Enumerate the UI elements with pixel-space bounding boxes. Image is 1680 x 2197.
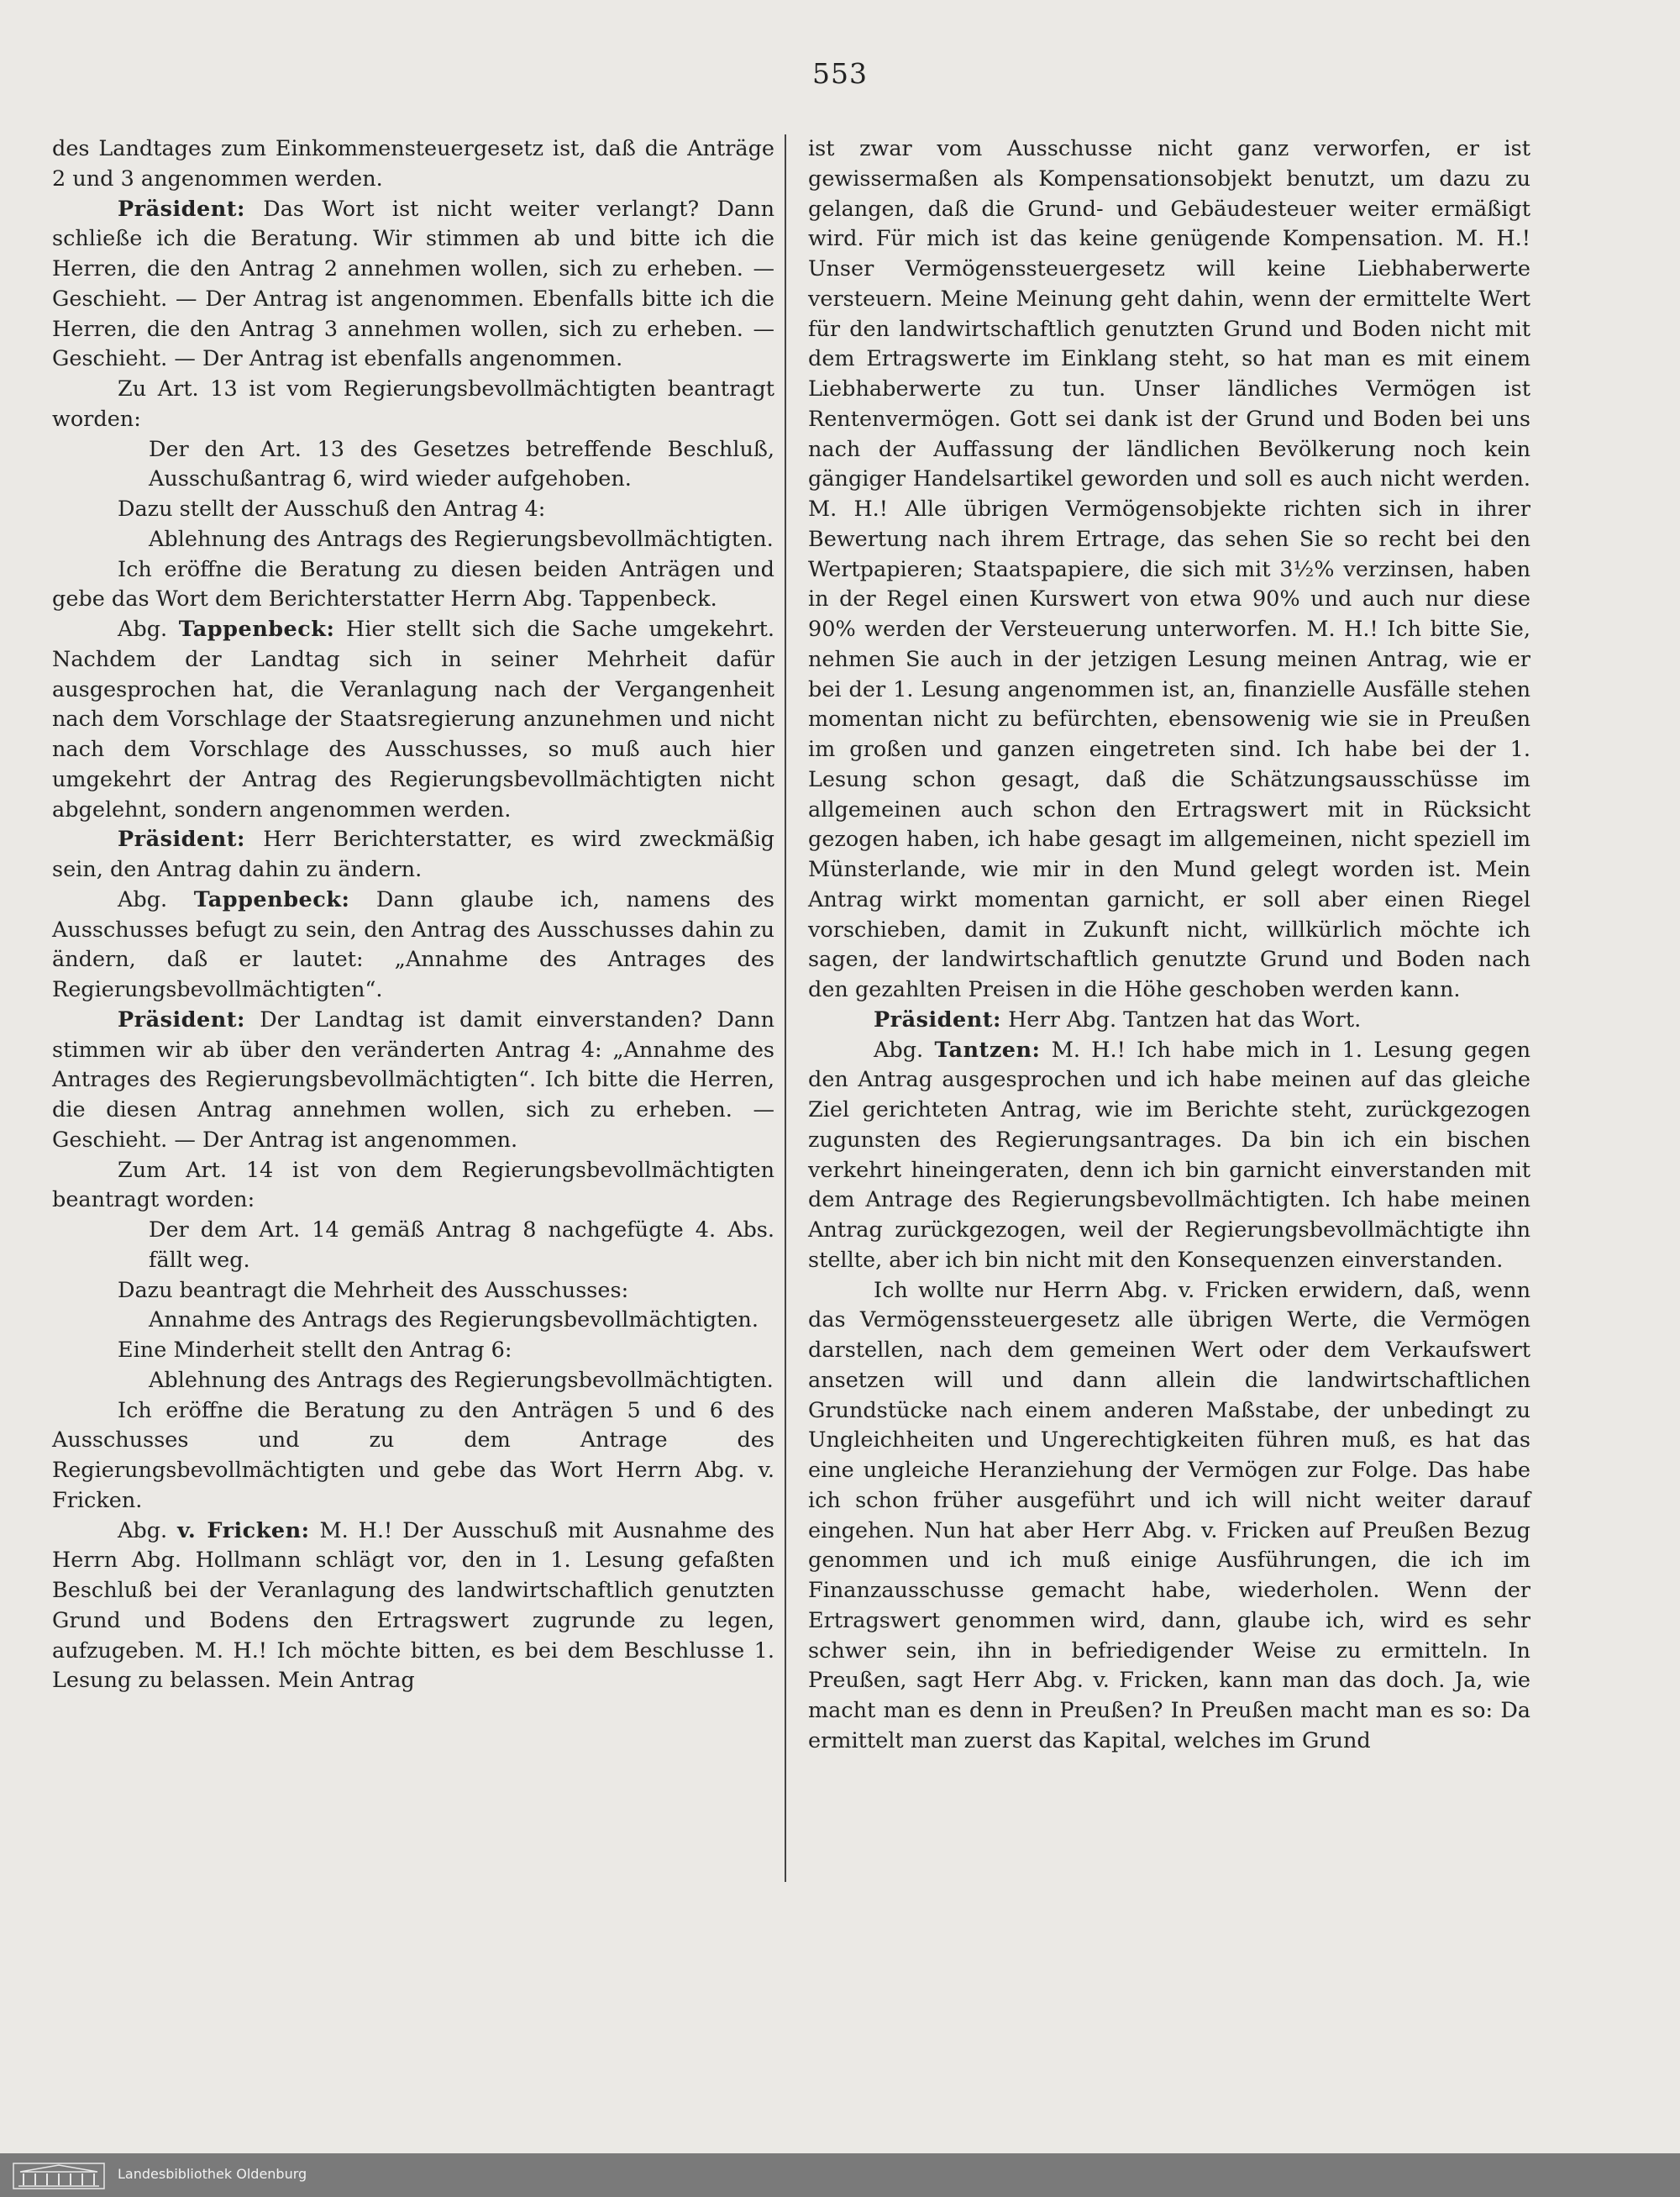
left-paragraph-2 [52, 195, 774, 376]
speaker-prefix: Abg. [874, 1037, 935, 1063]
quoted-motion-1: Der den Art. 13 des Gesetzes betreffende Beschluß, Ausschußantrag 6, wird wieder aufgehoben. [149, 436, 774, 492]
left-paragraph-8 [52, 886, 774, 1006]
left-paragraph-9 [52, 1006, 774, 1156]
right-paragraph-3 [808, 1036, 1530, 1276]
speaker-label: Tappenbeck: [193, 886, 350, 912]
page-number: 553 [812, 57, 868, 90]
speaker-label: Tantzen: [934, 1037, 1041, 1063]
speaker-label: v. Fricken: [177, 1517, 310, 1543]
speaker-label: Präsident: [118, 827, 245, 853]
speech-text: Das Wort ist nicht weiter verlangt? Dann schließe ich die Beratung. Wir stimmen ab und bitte ich die Herren, die den Antrag 2 annehmen wollen, sich zu erheben. — Geschieht. — Der Antrag ist angenommen. Ebenfalls bitte ich die Herren, die den Antrag 3 annehmen wollen, sich zu erheben. — Geschieht. — Der Antrag ist ebenfalls angenommen. [52, 196, 774, 372]
speaker-prefix: Abg. [118, 886, 194, 912]
speech-text: Dann glaube ich, namens des Ausschusses befugt zu sein, den Antrag des Ausschusses dahin zu ändern, daß er lautet: „Annahme des Antrages des Regierungsbevollmächtigten“. [52, 886, 774, 1002]
right-paragraph-4: Ich wollte nur Herrn Abg. v. Fricken erwidern, daß, wenn das Vermögenssteuergesetz alle übrigen Werte, die Vermögen darstellen, nach dem gemeinen Wert oder dem Verkaufswert ansetzen will und dann allein die landwirtschaftlichen Grundstücke nach einem anderen Maßstabe, der unbedingt zu Ungleichheiten und Ungerechtigkeiten führen muß, es hat das eine ungleiche Heranziehung der Vermögen zur Folge. Das habe ich schon früher ausgeführt und ich will nicht weiter darauf eingehen. Nun hat aber Herr Abg. v. Fricken auf Preußen Bezug genommen und ich muß einige Ausführungen, die ich im Finanzausschusse gemacht habe, wiederholen. Wenn der Ertragswert genommen wird, dann, glaube ich, wird es sehr schwer sein, ihn in befriedigender Weise zu ermitteln. In Preußen, sagt Herr Abg. v. Fricken, kann man das doch. Ja, wie macht man es denn in Preußen? In Preußen macht man es so: Da ermittelt man zuerst das Kapital, welches im Grund [808, 1277, 1530, 1753]
left-paragraph-5: Ich eröffne die Beratung zu diesen beiden Anträgen und gebe das Wort dem Berichterstatter Herrn Abg. Tappenbeck. [52, 556, 774, 612]
footer-bar [0, 2153, 1680, 2197]
right-paragraph-1: ist zwar vom Ausschusse nicht ganz verworfen, er ist gewissermaßen als Kompensationsobjekt benutzt, um dazu zu gelangen, daß die Grund- und Gebäudesteuer weiter ermäßigt wird. Für mich ist das keine genügende Kompensation. M. H.! Unser Vermögenssteuergesetz will keine Liebhaberwerte versteuern. Meine Meinung geht dahin, wenn der ermittelte Wert für den landwirtschaftlich genutzten Grund und Boden nicht mit dem Ertragswerte im Einklang steht, so hat man es mit einem Liebhaberwerte zu tun. Unser ländliches Vermögen ist Rentenvermögen. Gott sei dank ist der Grund und Boden bei uns nach der Auffassung der ländlichen Bevölkerung noch kein gängiger Handelsartikel geworden und soll es auch nicht werden. M. H.! Alle übrigen Vermögensobjekte richten sich in ihrer Bewertung nach ihrem Ertrage, das sehen Sie so recht bei den Wertpapieren; Staatspapiere, die sich mit 3½% verzinsen, haben in der Regel einen Kurswert von etwa 90% und auch nur diese 90% werden der Versteuerung unterworfen. M. H.! Ich bitte Sie, nehmen Sie auch in der jetzigen Lesung meinen Antrag, wie er bei der 1. Lesung angenommen ist, an, finanzielle Ausfälle stehen momentan nicht zu befürchten, ebensowenig wie sie in Preußen im großen und ganzen eingetreten sind. Ich habe bei der 1. Lesung schon gesagt, daß die Schätzungsausschüsse im allgemeinen auch schon den Ertragswert mit in Rücksicht gezogen haben, ich habe gesagt im allgemeinen, nicht speziell im Münsterlande, wie mir in den Mund gelegt worden ist. Mein Antrag wirkt momentan garnicht, er soll aber einen Riegel vorschieben, damit in Zukunft nicht, willkürlich möchte ich sagen, der landwirtschaftlich genutzte Grund und Boden nach den gezahlten Preisen in die Höhe geschoben werden kann. [808, 136, 1530, 1002]
left-paragraph-6 [52, 615, 774, 825]
left-paragraph-4: Dazu stellt der Ausschuß den Antrag 4: [118, 497, 546, 522]
speaker-prefix: Abg. [118, 1517, 178, 1543]
left-paragraph-14 [52, 1516, 774, 1697]
speech-text: Herr Berichterstatter, es wird zweckmäßig sein, den Antrag dahin zu ändern. [52, 827, 774, 882]
left-paragraph-7 [52, 825, 774, 886]
right-column [808, 134, 1530, 1757]
quoted-motion-3: Der dem Art. 14 gemäß Antrag 8 nachgefügte 4. Abs. fällt weg. [149, 1217, 774, 1273]
speech-text: Herr Abg. Tantzen hat das Wort. [1000, 1007, 1362, 1033]
footer-label: Landesbibliothek Oldenburg [118, 2166, 307, 2182]
speech-text: Hier stellt sich die Sache umgekehrt. Nachdem der Landtag sich in seiner Mehrheit dafür ausgesprochen hat, die Veranlagung nach der Vergangenheit nach dem Vorschlage der Staatsregierung anzunehmen und nicht nach dem Vorschlage des Ausschusses, so muß auch hier umgekehrt der Antrag des Regierungsbevollmächtigten nicht abgelehnt, sondern angenommen werden. [52, 617, 774, 823]
column-divider [785, 134, 786, 1882]
library-building-icon [12, 2160, 106, 2190]
speech-text: Der Landtag ist damit einverstanden? Dann stimmen wir ab über den veränderten Antrag 4: „Annahme des Antrages des Regierungsbevollmächtigten“. Ich bitte die Herren, die diesen Antrag annehmen wollen, sich zu erheben. — Geschieht. — Der Antrag ist angenommen. [52, 1007, 774, 1153]
speaker-label: Präsident: [118, 196, 245, 222]
quoted-motion-2: Ablehnung des Antrags des Regierungsbevollmächtigten. [149, 526, 774, 552]
right-paragraph-2 [808, 1006, 1530, 1036]
left-paragraph-1: des Landtages zum Einkommensteuergesetz ist, daß die Anträge 2 und 3 angenommen werden. [52, 136, 774, 192]
left-paragraph-12: Eine Minderheit stellt den Antrag 6: [118, 1338, 512, 1363]
left-paragraph-11: Dazu beantragt die Mehrheit des Ausschusses: [118, 1277, 629, 1303]
speech-text: M. H.! Ich habe mich in 1. Lesung gegen den Antrag ausgesprochen und ich habe meinen auf das gleiche Ziel gerichteten Antrag, wie im Berichte steht, zurückgezogen zugunsten des Regierungsantrages. Da bin ich ein bischen verkehrt hineingeraten, denn ich bin garnicht einverstanden mit dem Antrage des Regierungsbevollmächtigten. Ich habe meinen Antrag zurückgezogen, weil der Regierungsbevollmächtigte ihn stellte, aber ich bin nicht mit den Konsequenzen einverstanden. [808, 1037, 1530, 1273]
quoted-motion-5: Ablehnung des Antrags des Regierungsbevollmächtigten. [149, 1367, 774, 1393]
left-paragraph-3: Zu Art. 13 ist vom Regierungsbevollmächtigten beantragt worden: [52, 376, 774, 432]
left-paragraph-10: Zum Art. 14 ist von dem Regierungsbevollmächtigten beantragt worden: [52, 1157, 774, 1213]
speaker-label: Präsident: [118, 1007, 245, 1033]
speaker-prefix: Abg. [118, 617, 179, 642]
speaker-label: Präsident: [874, 1007, 1001, 1033]
left-column [52, 134, 774, 1696]
speech-text: M. H.! Der Ausschuß mit Ausnahme des Herrn Abg. Hollmann schlägt vor, den in 1. Lesung gefaßten Beschluß bei der Veranlagung des landwirtschaftlich genutzten Grund und Bodens den Ertragswert zugrunde zu legen, aufzugeben. M. H.! Ich möchte bitten, es bei dem Beschlusse 1. Lesung zu belassen. Mein Antrag [52, 1517, 774, 1694]
quoted-motion-4: Annahme des Antrags des Regierungsbevollmächtigten. [149, 1307, 759, 1333]
left-paragraph-13: Ich eröffne die Beratung zu den Anträgen 5 und 6 des Ausschusses und zu dem Antrage des Regierungsbevollmächtigten und gebe das Wort Herrn Abg. v. Fricken. [52, 1397, 774, 1513]
speaker-label: Tappenbeck: [178, 617, 335, 642]
